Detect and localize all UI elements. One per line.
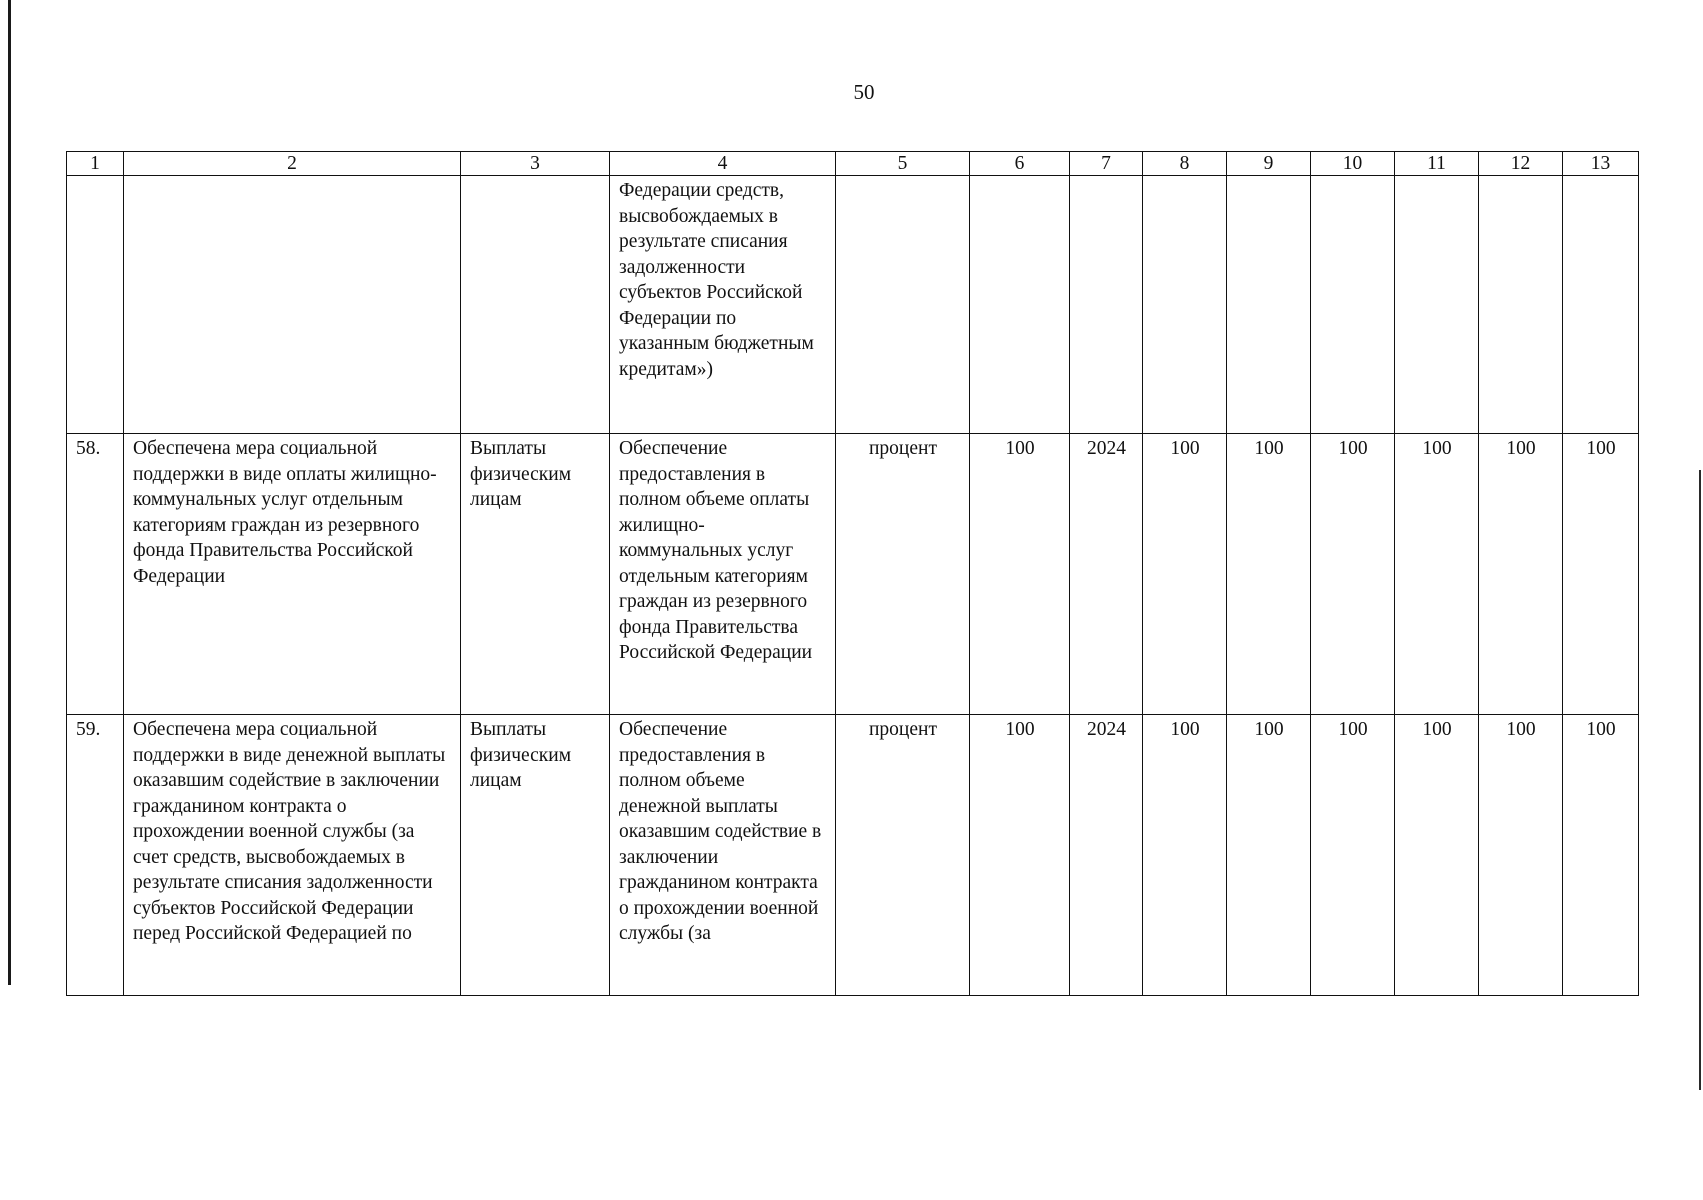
- column-header: 1: [67, 152, 124, 176]
- value-cell: 100: [1143, 434, 1227, 715]
- value-cell: [1143, 176, 1227, 434]
- column-header: 8: [1143, 152, 1227, 176]
- table-row-continuation: [67, 176, 1639, 434]
- column-header: 9: [1227, 152, 1311, 176]
- scan-edge-right: [1699, 470, 1701, 1090]
- characteristic-cell: Федерации средств, высвобождаемых в результате списания задолженности субъектов Российской Федерации по указанным бюджетным кредитам»): [610, 176, 836, 434]
- result-name-cell: [124, 176, 461, 434]
- value-cell: 100: [1311, 434, 1395, 715]
- year-cell: [1070, 176, 1143, 434]
- column-header: 4: [610, 152, 836, 176]
- scan-edge-left: [8, 0, 11, 985]
- row-number-cell: 59.: [67, 715, 124, 996]
- value-cell: 100: [1395, 434, 1479, 715]
- table-row-59: [67, 715, 1639, 996]
- value-cell: [1227, 176, 1311, 434]
- page-number: 50: [853, 80, 875, 104]
- column-header: 3: [461, 152, 610, 176]
- value-cell: [1311, 176, 1395, 434]
- year-cell: 2024: [1070, 715, 1143, 996]
- unit-cell: [836, 176, 970, 434]
- column-header: 12: [1479, 152, 1563, 176]
- result-name-cell: Обеспечена мера социальной поддержки в виде денежной выплаты оказавшим содействие в заключении гражданином контракта о прохождении военной службы (за счет средств, высвобождаемых в результате списания задолженности субъектов Российской Федерации перед Российской Федерацией по: [124, 715, 461, 996]
- value-cell: [1563, 176, 1639, 434]
- value-cell: 100: [1227, 715, 1311, 996]
- value-cell: 100: [1479, 715, 1563, 996]
- column-header: 13: [1563, 152, 1639, 176]
- year-cell: 2024: [1070, 434, 1143, 715]
- value-cell: 100: [1395, 715, 1479, 996]
- column-header: 2: [124, 152, 461, 176]
- characteristic-cell: Обеспечение предоставления в полном объеме оплаты жилищно-коммунальных услуг отдельным категориям граждан из резервного фонда Правительства Российской Федерации: [610, 434, 836, 715]
- value-cell: [970, 176, 1070, 434]
- unit-cell: процент: [836, 434, 970, 715]
- value-cell: 100: [1311, 715, 1395, 996]
- value-cell: 100: [970, 434, 1070, 715]
- characteristic-cell: Обеспечение предоставления в полном объеме денежной выплаты оказавшим содействие в заключении гражданином контракта о прохождении военной службы (за: [610, 715, 836, 996]
- unit-cell: процент: [836, 715, 970, 996]
- value-cell: [1395, 176, 1479, 434]
- value-cell: 100: [1563, 434, 1639, 715]
- result-name-cell: Обеспечена мера социальной поддержки в виде оплаты жилищно-коммунальных услуг отдельным категориям граждан из резервного фонда Правительства Российской Федерации: [124, 434, 461, 715]
- column-header: 11: [1395, 152, 1479, 176]
- value-cell: 100: [1563, 715, 1639, 996]
- column-header: 10: [1311, 152, 1395, 176]
- column-header: 5: [836, 152, 970, 176]
- value-cell: [1479, 176, 1563, 434]
- column-header: 7: [1070, 152, 1143, 176]
- value-cell: 100: [1227, 434, 1311, 715]
- type-cell: Выплаты физическим лицам: [461, 434, 610, 715]
- value-cell: 100: [1143, 715, 1227, 996]
- type-cell: [461, 176, 610, 434]
- row-number-cell: 58.: [67, 434, 124, 715]
- value-cell: 100: [970, 715, 1070, 996]
- table-row-58: [67, 434, 1639, 715]
- table-header-row: [67, 152, 1639, 176]
- indicators-table: [66, 151, 1639, 996]
- type-cell: Выплаты физическим лицам: [461, 715, 610, 996]
- column-header: 6: [970, 152, 1070, 176]
- value-cell: 100: [1479, 434, 1563, 715]
- row-number-cell: [67, 176, 124, 434]
